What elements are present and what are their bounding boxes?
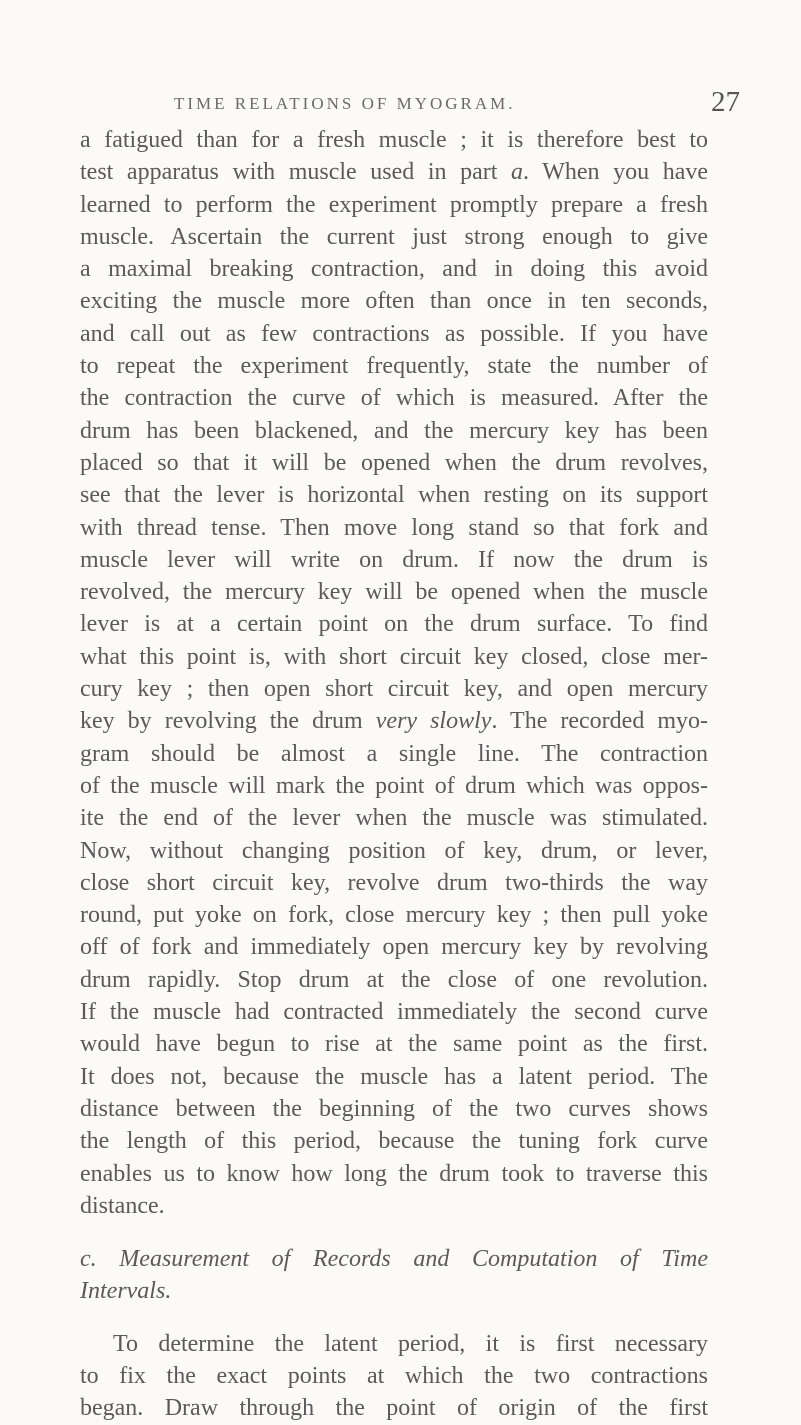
text-line: a fatigued than for a fresh muscle ; it is therefore best to [80, 127, 708, 153]
text-line: drum rapidly. Stop drum at the close of one revolution. [80, 966, 708, 993]
text-line: to fix the exact points at which the two contractions [80, 1362, 708, 1389]
italic-phrase: very slowly [375, 708, 492, 735]
section-heading-line [80, 1243, 708, 1275]
section-heading [80, 1243, 708, 1308]
italic-phrase: a [511, 159, 524, 186]
text-line: muscle. Ascertain the current just strong enough to give [80, 223, 708, 250]
text-line: If the muscle had contracted immediately the second curve [80, 999, 708, 1026]
text-line: the contraction the curve of which is measured. After the [80, 385, 708, 412]
text-line: off of fork and immediately open mercury key by revolving [80, 934, 708, 961]
text-line: placed so that it will be opened when the drum revolves, [80, 449, 708, 476]
text-line: began. Draw through the point of origin of the first [80, 1395, 708, 1422]
text-line: To determine the latent period, it is first necessary [113, 1330, 708, 1357]
text-line: to repeat the experiment frequently, state the number of [80, 353, 708, 380]
paragraph-spacer [80, 1308, 708, 1328]
section-title-continuation: Intervals. [80, 1278, 172, 1305]
text-line: revolved, the mercury key will be opened when the muscle [80, 579, 708, 606]
text-line: key by revolving the drum very slowly. The recorded myo- [80, 708, 709, 735]
text-line: of the muscle will mark the point of drum which was oppos- [80, 772, 708, 799]
text-line: and call out as few contractions as possible. If you have [80, 320, 708, 347]
body-text [80, 124, 708, 1425]
running-head [0, 86, 801, 122]
running-title: TIME RELATIONS OF MYOGRAM. [174, 94, 516, 113]
section-title: Measurement of Records and Computation of Time [119, 1246, 708, 1273]
text-line: close short circuit key, revolve drum two-thirds the way [80, 869, 708, 896]
text-line: Now, without changing position of key, drum, or lever, [80, 837, 708, 864]
text-line: what this point is, with short circuit key closed, close mer- [80, 643, 708, 670]
text-line: with thread tense. Then move long stand so that fork and [80, 514, 708, 541]
page-number: 27 [711, 86, 740, 118]
text-line: cury key ; then open short circuit key, and open mercury [80, 676, 708, 703]
text-line: ite the end of the lever when the muscle was stimulated. [80, 805, 708, 832]
paragraph-1 [80, 124, 708, 1222]
text-line: learned to perform the experiment promptly prepare a fresh [80, 191, 708, 218]
text-line: round, put yoke on fork, close mercury key ; then pull yoke [80, 902, 708, 929]
section-letter: c. [80, 1246, 97, 1273]
text-line: would have begun to rise at the same point as the first. [80, 1031, 708, 1058]
text-line: see that the lever is horizontal when resting on its support [80, 482, 708, 509]
text-line: muscle lever will write on drum. If now the drum is [80, 546, 708, 573]
text-line: It does not, because the muscle has a latent period. The [80, 1063, 708, 1090]
text-line: distance. [80, 1192, 165, 1219]
text-line: the length of this period, because the tuning fork curve [80, 1128, 708, 1155]
text-line: lever is at a certain point on the drum surface. To find [80, 611, 708, 638]
text-line: gram should be almost a single line. The contraction [80, 740, 708, 767]
text-line: distance between the beginning of the two curves shows [80, 1095, 708, 1122]
text-line: exciting the muscle more often than once in ten seconds, [80, 288, 708, 315]
text-line: test apparatus with muscle used in part a. When you have [80, 159, 708, 186]
paragraph-2 [80, 1328, 708, 1425]
text-line: a maximal breaking contraction, and in doing this avoid [80, 256, 708, 283]
paragraph-spacer [80, 1222, 708, 1243]
text-line: enables us to know how long the drum took to traverse this [80, 1160, 708, 1187]
text-line: drum has been blackened, and the mercury key has been [80, 417, 708, 444]
